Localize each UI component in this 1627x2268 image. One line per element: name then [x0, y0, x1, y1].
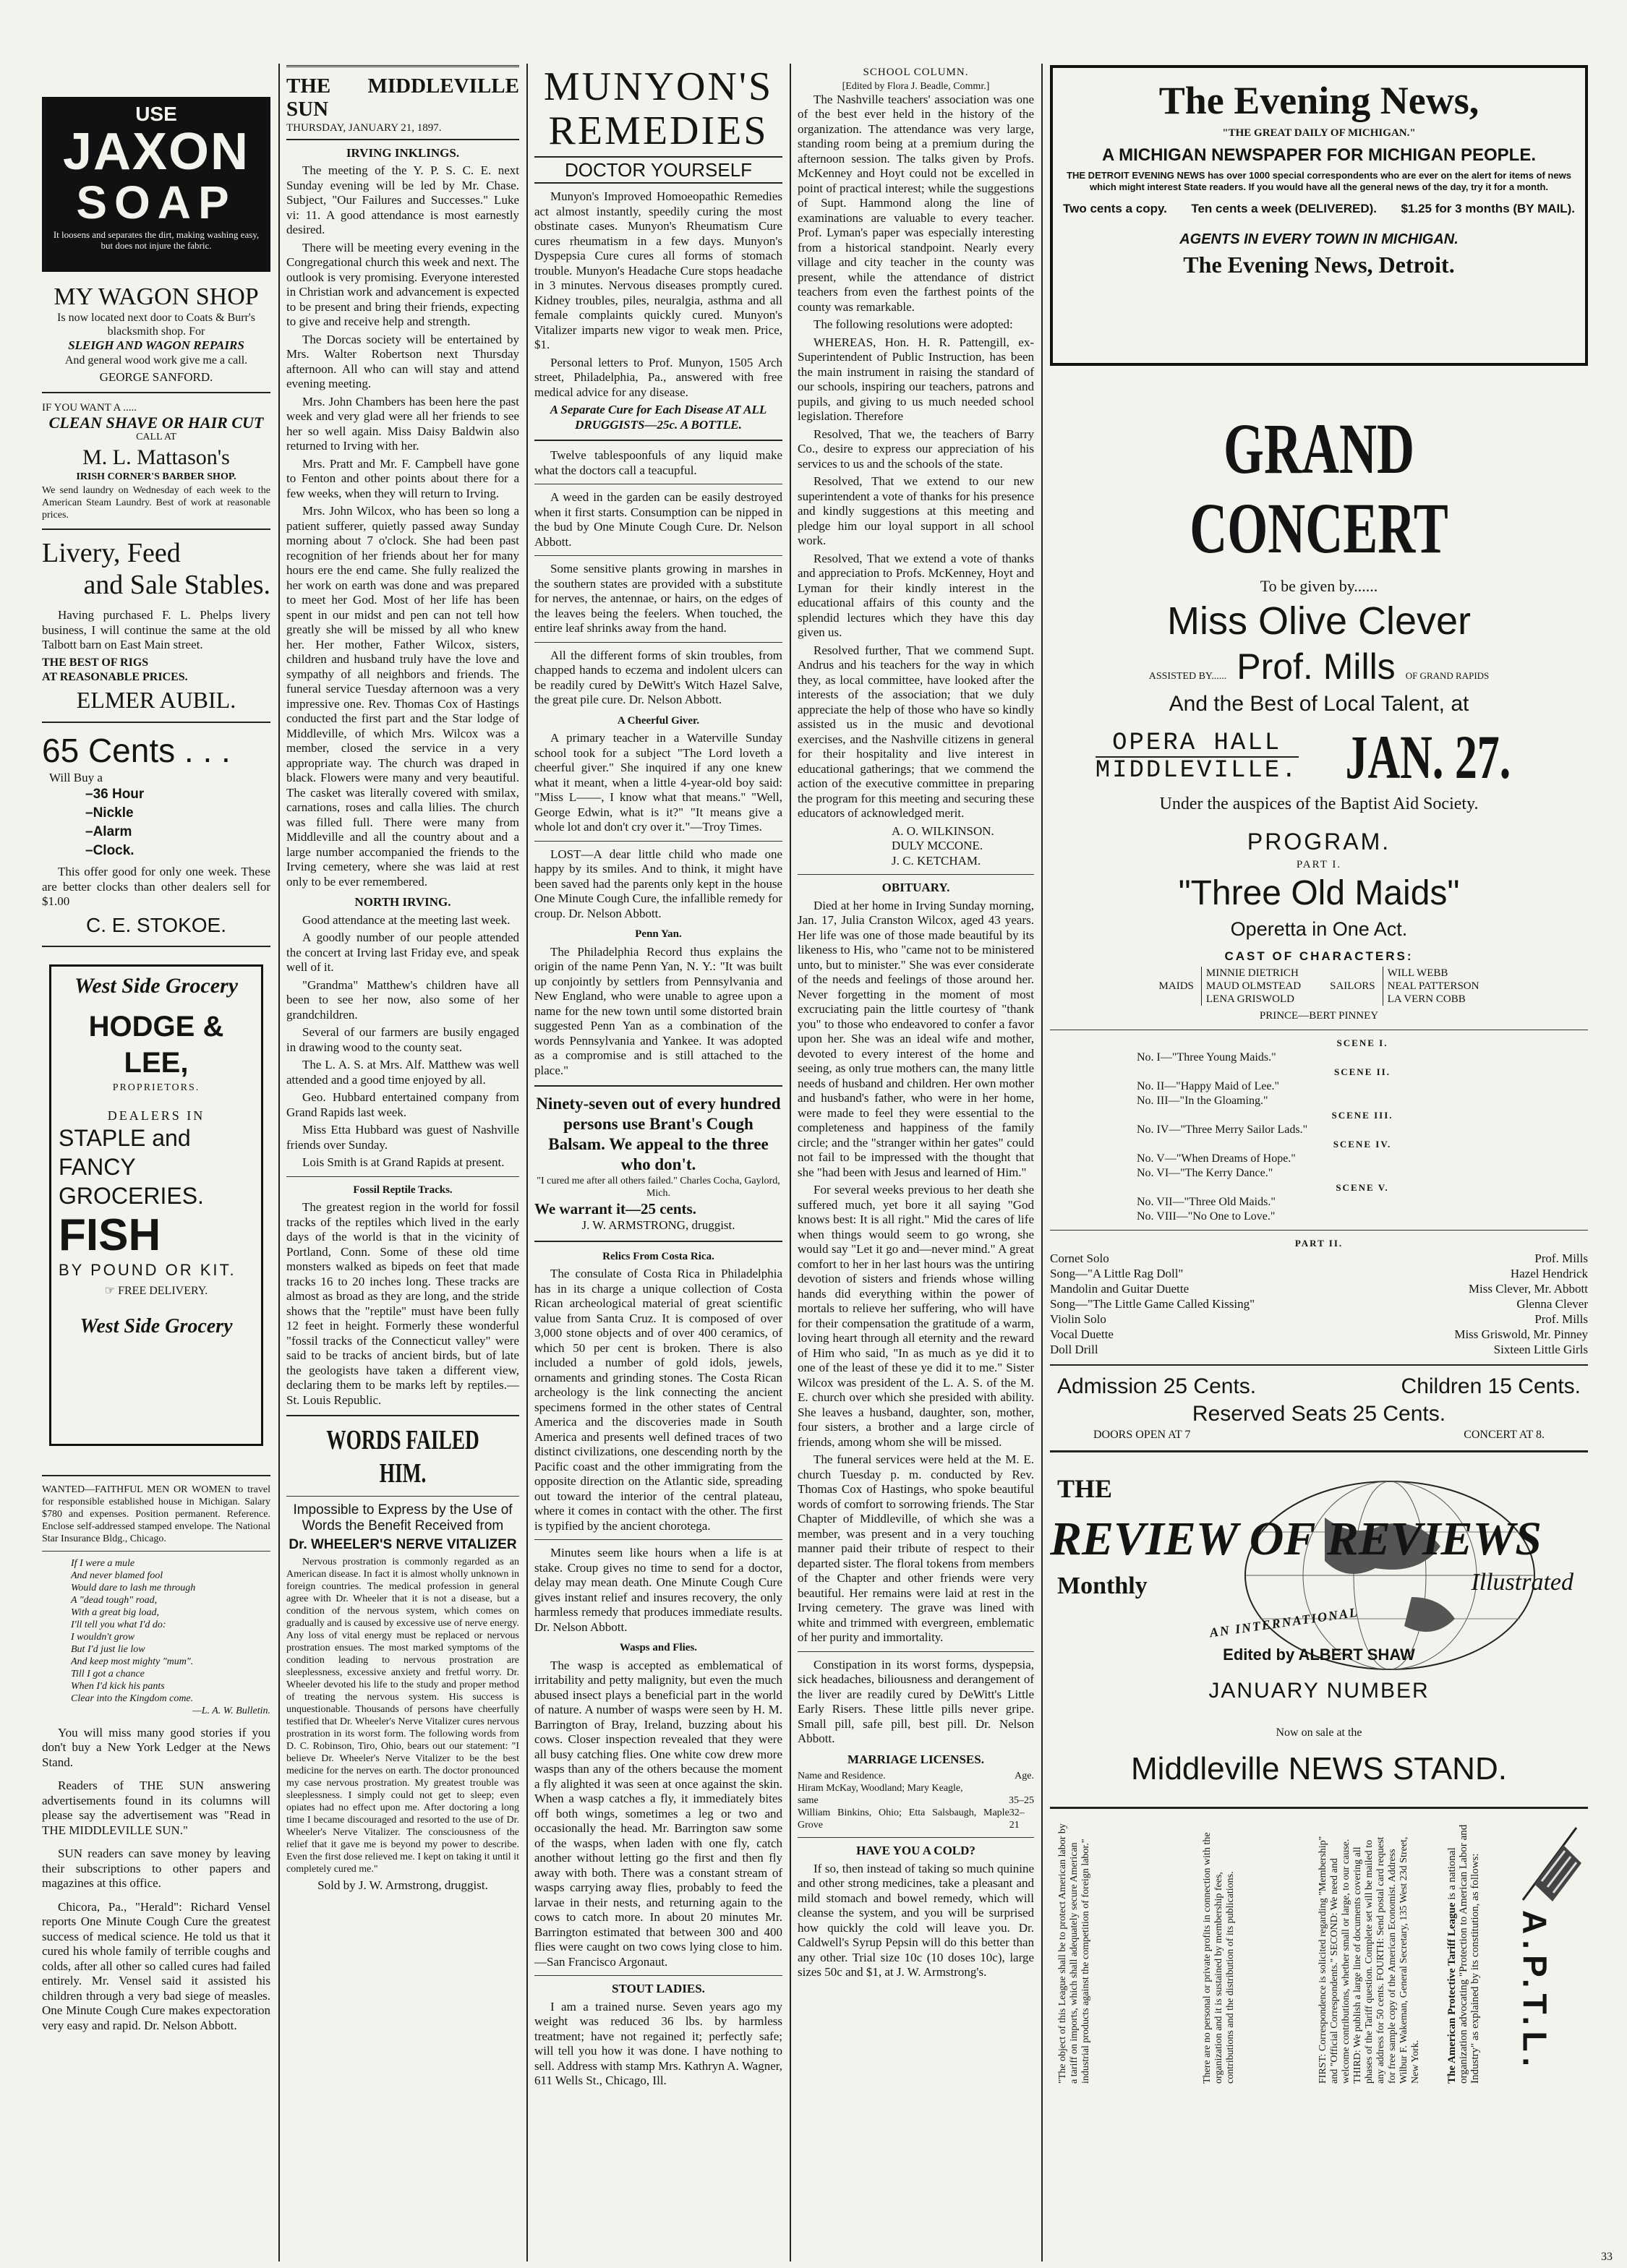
brant-ad: Ninety-seven out of every hundred persons use Brant's Cough Balsam. We appeal to the three who don't.	[536, 1095, 781, 1173]
news-agents: AGENTS IN EVERY TOWN IN MICHIGAN.	[1179, 231, 1459, 247]
grocery-prop: PROPRIETORS.	[112, 1082, 200, 1093]
aptl-logo: A.P.T.L.	[1516, 1909, 1554, 2072]
cast-name: MAUD OLMSTEAD	[1205, 980, 1302, 992]
relics-article: The consulate of Costa Rica in Philadelphia has in its charge a unique collection of Costa Rican archeological material of great scientific value from Santa Cruz. It is composed of over 3,000 stone objects and of over 400 ceramics, of which 50 per cent is broken. There is also included a number of gold idols, jewels, ornaments and grinding stones. The Costa Rican archeology is the link connecting the ancient specimens formed in the other states of Central America and the discoveries made in South America and presents well defined traces of two distinct civilizations, one descending north by the Pacific coast and the other immigrating from the opposite direction on the Atlantic side, spreading out toward the interior of the central plateau, where it comes in contact with the other. The first is typified by the ancient chorotega.	[534, 1267, 782, 1533]
tariff-instructions-text: FIRST: Correspondence is solicited regarding "Membership" and "Official Correspondents." SECOND: We need and welcome contributions, whether small or large, to our cause. THIRD: We publish a large line of documents covering all phases of the Tariff question. Complete set will be mailed to any address for 50 cents. FOURTH: Send postal card request for free sample copy of the American Economist. Address Wilbur F. Wakeman, General Secretary, 135 West 23d Street, New York.	[1318, 1836, 1421, 2084]
marriage-col-header: Name and Residence.	[798, 1771, 886, 1781]
wagon-repairs: SLEIGH AND WAGON REPAIRS	[68, 338, 244, 352]
scene-item: No. V—"When Dreams of Hope."	[1137, 1152, 1296, 1165]
concert-time: CONCERT AT 8.	[1464, 1429, 1545, 1441]
news-footer: The Evening News, Detroit.	[1183, 251, 1455, 278]
poem-line: With a great big load,	[71, 1606, 159, 1618]
poem-line: When I'd kick his pants	[71, 1680, 165, 1692]
concert-venue-row	[1050, 722, 1588, 792]
wagon-signature: GEORGE SANFORD.	[99, 369, 213, 384]
munyon-remedies: REMEDIES	[548, 108, 769, 153]
program-item	[1050, 1251, 1588, 1266]
column-rule	[1041, 64, 1043, 2261]
words-failed-text: WORDS FAILED HIM.	[326, 1425, 479, 1489]
impossible-subhead: Impossible to Express by the Use of Words the Benefit Received from	[293, 1502, 513, 1533]
column-5	[1050, 65, 1588, 2256]
news-paragraph: Geo. Hubbard entertained company from Grand Rapids last week.	[286, 1090, 519, 1119]
scene-label: SCENE III.	[1331, 1109, 1393, 1121]
north-irving-heading: NORTH IRVING.	[354, 895, 451, 909]
filler-paragraph: A weed in the garden can be easily destroyed when it first starts. Consumption can be nipped in the bud by One Minute Cough Cure. Dr. Nelson Abbott.	[534, 490, 782, 549]
children-price: Children 15 Cents.	[1401, 1374, 1581, 1398]
jaxon-word: JAXON	[62, 123, 250, 181]
barber-name: M. L. Mattason's	[82, 445, 230, 469]
wheeler-body: Nervous prostration is commonly regarded as an American disease. In fact it is almost wholly unknown in foreign countries. The medical profession in general agree with Dr. Wheeler that it is not a disease, but a condition of the nervous system, which comes on gradually and is caused by excessive use of nerve energy. Any loss of vital energy must be replaced or nervous prostration ensues. The most marked symptoms of the condition leading to nervous prostration are sleeplessness, excessive anxiety and fretful worry. Dr. Wheeler devoted his life to the study and proper method of treating the nervous system. His success is unquestionable. Thousands of persons have cheerfully testified that Dr. Wheeler's Nerve Vitalizer cures nervous prostration in its worst form. The following words from D. C. Robinson, Tiro, Ohio, bears out our statement: "I believe Dr. Wheeler's Nerve Vitalizer to be the best medicine for the nerves on earth. The doctor pronounced my case nervous prostration. My greatest trouble was sleeplessness. I simply could not get to sleep; even opiates had no effect upon me. After doctoring a long time I became discouraged and resorted to the use of Dr. Wheeler's Nerve Vitalizer. The consciousness of the relief that it gave me is beyond my power to describe. Even the first dose relieved me. I kept on taking it until it completely cured me."	[286, 1557, 519, 1875]
wagon-body2: And general wood work give me a call.	[64, 354, 248, 367]
column-rule	[526, 64, 528, 2261]
news-paragraph: Miss Etta Hubbard was guest of Nashville friends over Sunday.	[286, 1123, 519, 1152]
livery-rigs2: AT REASONABLE PRICES.	[42, 671, 188, 683]
grand-concert-text: GRAND CONCERT	[1190, 408, 1448, 568]
words-failed-headline	[286, 1424, 519, 1490]
program-item	[1050, 1281, 1588, 1296]
grocery-groceries: GROCERIES.	[59, 1182, 204, 1209]
marriage-heading: MARRIAGE LICENSES.	[847, 1752, 984, 1766]
giver-heading: A Cheerful Giver.	[617, 714, 700, 727]
review-the: THE	[1057, 1473, 1113, 1503]
filler-paragraph: Some sensitive plants growing in marshes in the southern states are provided with a substitute for nerves, the antennae, or hairs, on the edges of the leaves being the feelers. When touched, the entire leaf shrinks away from the hand.	[534, 562, 782, 635]
sun-note: SUN readers can save money by leaving their subscriptions to other papers and magazines at this office.	[42, 1847, 270, 1890]
cast-heading: CAST OF CHARACTERS:	[1224, 949, 1414, 963]
news-paragraph: Mrs. John Wilcox, who has been so long a patient sufferer, quietly passed away Sunday morning about 7 o'clock. She had been past recognition of her friends about her for many hours ere the end came. She fully realized the her work on earth was done and was prepared to meet her God. Most of her life has been spent in our midst and pen can not tell how greatly she will be missed by all who knew her. Her mother, Father Wilcox, sisters, children and husband truly have the love and sympathy of all neighbors and friends. The funeral service Tuesday afternoon was a very impressive one. Rev. Thomas Cox of Hastings conducted the first part and the Star lodge of Middleville, of which Mrs. Wilcox was a member, closed the service in a very appropriate way. The church was draped in black. Flowers were many and very beautiful. The casket was literally covered with smilax, carnations, roses and calla lilies. The church was filled full. There were many from Middleville and all the country about and a large number accompanied the friends to the Irving cemetery, where she was laid at rest only to be ever remembered.	[286, 504, 519, 889]
soap-word: SOAP	[76, 176, 236, 228]
poem-line: I'll tell you what I'd do:	[71, 1619, 166, 1630]
wheeler-name: Dr. WHEELER'S NERVE VITALIZER	[289, 1537, 517, 1552]
poem-line: And keep most mighty "mum".	[71, 1656, 194, 1667]
marriage-row	[798, 1782, 1034, 1794]
program-act: Cornet Solo	[1050, 1251, 1109, 1265]
grocery-pound: BY POUND OR KIT.	[59, 1260, 236, 1279]
chicora-note: Chicora, Pa., "Herald": Richard Vensel reports One Minute Cough Cure the greatest success of medical science. He told us that it cured his whole family of terrible coughs and colds, after all other so called cures had failed entirely. Mr. Vensel said it assisted his children through a very bad siege of measles. One Minute Cough Cure makes expectoration very easy and rapid. Dr. Nelson Abbott.	[42, 1899, 270, 2032]
marriage-ages: 35–25	[1009, 1795, 1034, 1806]
scene-item: No. VIII—"No One to Love."	[1137, 1210, 1276, 1223]
grocery-top: West Side Grocery	[74, 973, 239, 998]
news-paragraph: Resolved, That we extend a vote of thanks and appreciation to Profs. McKenney, Hoyt and Lyman for their kindly interest in the educational affairs of this county and the splendid lectures which they have this day given us.	[798, 551, 1034, 639]
wasps-heading: Wasps and Flies.	[619, 1642, 698, 1653]
operetta-subtitle: Operetta in One Act.	[1230, 917, 1408, 940]
doors-open: DOORS OPEN AT 7	[1093, 1429, 1191, 1441]
news-title: The Evening News,	[1158, 79, 1479, 122]
issue-date: THURSDAY, JANUARY 21, 1897.	[286, 121, 519, 140]
news-paragraph: The L. A. S. at Mrs. Alf. Matthew was well attended and a good time enjoyed by all.	[286, 1058, 519, 1087]
livery-rigs1: THE BEST OF RIGS	[42, 656, 149, 669]
cast-maids-label: MAIDS	[1158, 980, 1194, 992]
cast-prince: PRINCE—BERT PINNEY	[1259, 1010, 1379, 1022]
column-rule	[278, 64, 280, 2261]
poem-line: But I'd just lie low	[71, 1643, 145, 1655]
program-act: Violin Solo	[1050, 1312, 1106, 1326]
munyon-title: MUNYON'S	[543, 65, 774, 109]
grocery-delivery: ☞ FREE DELIVERY.	[104, 1284, 208, 1297]
program-performer: Prof. Mills	[1534, 1312, 1588, 1326]
concert-performer: Miss Olive Clever	[1166, 599, 1472, 643]
stout-ad: I am a trained nurse. Seven years ago my weight was reduced 36 lbs. by harmless treatment; have not regained it; perfectly safe; will tell you how it was done. I have nothing to sell. Address with stamp Mrs. Kathryn A. Wagner, 611 Wells St., Chicago, Ill.	[534, 1999, 782, 2087]
poem-line: Would dare to lash me through	[71, 1582, 196, 1593]
brant-druggist: J. W. ARMSTRONG, druggist.	[581, 1218, 735, 1232]
brant-warrant: We warrant it—25 cents.	[534, 1200, 696, 1218]
scene-label: SCENE IV.	[1333, 1138, 1392, 1150]
wanted-ad: WANTED—FAITHFUL MEN OR WOMEN to travel for responsible established house in Michigan. Salary $780 and expenses. Position permanent. Reference. Enclose self-addressed stamped envelope. The National Star Insurance Bldg., Chicago.	[42, 1484, 270, 1544]
poem-attribution: —L. A. W. Bulletin.	[192, 1705, 270, 1716]
wheeler-sold: Sold by J. W. Armstrong, druggist.	[317, 1878, 488, 1892]
fossil-heading: Fossil Reptile Tracks.	[353, 1184, 453, 1196]
program-performer: Glenna Clever	[1516, 1297, 1588, 1311]
news-price: Two cents a copy.	[1063, 201, 1167, 215]
wagon-shop-ad	[42, 283, 270, 385]
jaxon-use: USE	[135, 103, 177, 125]
poem-line: Till I got a chance	[71, 1668, 145, 1679]
barber-call: CALL AT	[136, 432, 176, 442]
scene-item: No. VI—"The Kerry Dance."	[1137, 1166, 1273, 1179]
obituary-paragraph: The funeral services were held at the M. E. church Tuesday p. m. conducted by Rev. Thomas Cox of Hastings, who spoke beautiful words of comfort to sorrowing friends. The Star Chapter of Middleville, of which she was a member, was present and in a very touching manner paid their tribute of respect to their departed sister. The floral tokens from members of the Chapter and other friends were very beautiful. Her remains were laid at rest in the Irving cemetery. The grave was lined with white and trimmed with evergreen, emblematic of her purity and immortality.	[798, 1452, 1034, 1644]
cast-sailors-label: SAILORS	[1330, 980, 1375, 992]
cast-name: NEAL PATTERSON	[1387, 980, 1479, 992]
grocery-fish: FISH	[59, 1210, 161, 1260]
news-paragraph: WHEREAS, Hon. H. R. Pattengill, ex-Superintendent of Public Instruction, has been the main instrument in raising the standard of our schools, inspiring our teachers, patrons and pupils, and giving to us much needed school legislation. Therefore	[798, 335, 1034, 423]
tariff-profits	[1202, 1823, 1310, 2084]
grand-concert-headline	[1050, 409, 1588, 568]
concert-assisted	[1050, 645, 1588, 688]
scene-item: No. IV—"Three Merry Sailor Lads."	[1137, 1123, 1308, 1136]
grocery-delivery-text: FREE DELIVERY.	[118, 1284, 208, 1297]
marriage-row	[798, 1794, 1034, 1807]
program-item	[1050, 1327, 1588, 1342]
admission-row	[1050, 1373, 1588, 1400]
grocery-fancy: FANCY	[59, 1153, 136, 1180]
relics-heading: Relics From Costa Rica.	[602, 1250, 714, 1262]
column-rule	[790, 64, 791, 2261]
concert-auspices: Under the auspices of the Baptist Aid Society.	[1159, 795, 1479, 813]
venue-hall: OPERA HALL	[1096, 730, 1299, 758]
jaxon-caption: It loosens and separates the dirt, making washing easy, but does not injure the fabric.	[53, 229, 260, 251]
program-act: Vocal Duette	[1050, 1327, 1114, 1341]
cast-name: WILL WEBB	[1387, 967, 1448, 979]
news-body: THE DETROIT EVENING NEWS has over 1000 special correspondents who are ever on the alert for items of news which might interest State readers. If you would have all the general news of the day, try it for a month.	[1067, 169, 1571, 192]
concert-venue	[1096, 730, 1299, 784]
grocery-bottom: West Side Grocery	[80, 1315, 233, 1338]
ledger-note: You will miss many good stories if you don't buy a New York Ledger at the News Stand.	[42, 1725, 270, 1769]
livery-line1: Livery, Feed	[42, 538, 181, 568]
news-prices	[1063, 202, 1575, 217]
evening-news-ad	[1050, 65, 1588, 366]
review-january: JANUARY NUMBER	[1208, 1678, 1430, 1703]
cold-heading: HAVE YOU A COLD?	[856, 1844, 975, 1857]
filler-paragraph: Constipation in its worst forms, dyspepsia, sick headaches, biliousness and derangement of the liver are readily cured by DeWitt's Little Early Risers. These little pills never gripe. Small pill, safe pill, best pill. Dr. Nelson Abbott.	[798, 1657, 1034, 1745]
column-2	[286, 65, 519, 2256]
tariff-title: The American Protective Tariff League	[1446, 1901, 1458, 2084]
doors-row	[1050, 1428, 1588, 1443]
scene-item: No. VII—"Three Old Maids."	[1137, 1195, 1276, 1208]
column-1	[42, 65, 270, 2256]
poem-line: A "dead tough" road,	[71, 1594, 158, 1606]
livery-line2: and Sale Stables.	[83, 570, 270, 600]
concert-date-text: JAN. 27.	[1345, 722, 1511, 792]
news-paragraph: There will be meeting every evening in the Congregational church this week and next. The outlook is very promising. Everyone interested in Christian work and advancement is expected to be present and bring their friends, expecting to give and receive help and strength.	[286, 240, 519, 328]
cast-list	[1050, 967, 1588, 1006]
scene-item: No. III—"In the Gloaming."	[1137, 1094, 1268, 1107]
program-item	[1050, 1311, 1588, 1327]
tariff-profits-text: There are no personal or private profits in connection with the organization and it is sustained by membership fees, contributions and the distribution of its publications.	[1202, 1831, 1236, 2084]
marriage-ages: 32–21	[1009, 1807, 1025, 1831]
brant-quote: "I cured me after all others failed." Charles Cocha, Gaylord, Mich.	[537, 1176, 780, 1199]
news-paragraph: Resolved, That we extend to our new superintendent a vote of thanks for his presence and kindly suggestions at this meeting and pledge him our loyal support in all school work.	[798, 474, 1034, 547]
news-paragraph: Good attendance at the meeting last week.	[302, 912, 511, 927]
page-number: 33	[1601, 2251, 1613, 2263]
news-subtitle: "THE GREAT DAILY OF MICHIGAN."	[1222, 127, 1416, 139]
filler-paragraph: Minutes seem like hours when a life is at stake. Croup gives no time to send for a doctor, delay may mean death. One Minute Cough Cure gives instant relief and insures recovery, the only harmless remedy that produces immediate results. Dr. Nelson Abbott.	[534, 1546, 782, 1634]
marriage-col-header: Age.	[1015, 1771, 1034, 1781]
program-act: Doll Drill	[1050, 1343, 1098, 1356]
jaxon-soap-ad	[42, 97, 270, 272]
wagon-title: MY WAGON SHOP	[54, 283, 259, 310]
cast-name: MINNIE DIETRICH	[1205, 967, 1299, 979]
news-paragraph: The Nashville teachers' association was one of the best ever held in the history of the organization. The attendance was very large, standing room being at a premium during the afternoon session. The talks given by Profs. McKenney and Hoyt could not be excelled in point of practical interest; while the suggestions of Supt. Hammond along the line of examinations are valuable to every teacher. Prof. Lyman's paper was especially interesting from a historical standpoint. Nearly every village and city teacher in the county was present, while the attendance of district teachers from even the farthest points of the county was remarkable.	[798, 92, 1034, 314]
filler-paragraph: LOST—A dear little child who made one happy by its smiles. And to think, it might have been saved had the parents only kept in the house One Minute Cough Cure, the infallible remedy for croup. Dr. Nelson Abbott.	[534, 847, 782, 920]
review-onsale: Now on sale at the	[1276, 1726, 1362, 1739]
fossil-article: The greatest region in the world for fossil tracks of the reptiles which lived in the early days of the world is that in the vicinity of Portland, Conn. Some of these old time monsters walked as bipeds on feet that made tracks 16 to 20 inches long. These tracks are almost as broad as they are long, and the stride shows that the "reptile" must have been fully 12 feet in height. Formerly these wonderful "fossil tracks of the Connecticut valley" were said to be tracks of ancient birds, but of late the geologists have taken a different view, declaring them to be marks left by reptiles.—St. Louis Republic.	[286, 1200, 519, 1407]
column-3	[534, 65, 782, 2256]
scene-label: SCENE II.	[1334, 1066, 1391, 1077]
news-paragraph: The meeting of the Y. P. S. C. E. next Sunday evening will be led by Mr. Chase. Subject, "Our Failures and Successes." Luke vi: 11. A good attendance is most earnestly desired.	[286, 163, 519, 236]
cast-name: LENA GRISWOLD	[1205, 993, 1294, 1005]
program-performer: Sixteen Little Girls	[1493, 1343, 1588, 1356]
filler-paragraph: Twelve tablespoonfuls of any liquid make what the doctors call a teacupful.	[534, 448, 782, 477]
wagon-body: Is now located next door to Coats & Burr's blacksmith shop. For	[57, 312, 255, 338]
program-part2: PART II.	[1294, 1237, 1344, 1249]
program-part1: PART I.	[1296, 859, 1342, 870]
tariff-object: "The object of this League shall be to protect American labor by a tariff on imports, which shall adequately secure American industrial products against the competition of foreign labor."	[1057, 1823, 1091, 2084]
grocery-firm: HODGE & LEE,	[88, 1010, 224, 1079]
filler-paragraph: All the different forms of skin troubles, from chapped hands to eczema and indolent ulcers can be readily cured by DeWitt's Witch Hazel Salve, the great pile cure. Dr. Nelson Abbott.	[534, 648, 782, 706]
news-paragraph: "Grandma" Matthew's children have all been to see her now, also some of her grandchildren.	[286, 977, 519, 1022]
operetta-title: "Three Old Maids"	[1178, 873, 1460, 912]
tariff-league-ad	[1050, 1816, 1588, 2091]
clock-body: This offer good for only one week. These are better clocks than other dealers sell for $1.00	[42, 865, 270, 908]
barber-body: We send laundry on Wednesday of each week to the American Steam Laundry. Best of work at reasonable prices.	[42, 485, 270, 521]
scene-item: No. I—"Three Young Maids."	[1137, 1050, 1276, 1064]
barber-intro: IF YOU WANT A .....	[42, 402, 137, 414]
signer: A. O. WILKINSON.	[892, 823, 994, 838]
school-editor: [Edited by Flora J. Beadle, Commr.]	[842, 80, 990, 92]
news-price: $1.25 for 3 months (BY MAIL).	[1401, 201, 1575, 215]
concert-local-talent: And the Best of Local Talent, at	[1169, 692, 1469, 716]
stout-heading: STOUT LADIES.	[612, 1982, 705, 1995]
program-item	[1050, 1266, 1588, 1281]
program-item	[1050, 1296, 1588, 1311]
assistant-city: OF GRAND RAPIDS	[1405, 670, 1490, 681]
news-paragraph: The following resolutions were adopted:	[814, 317, 1013, 331]
program-performer: Miss Griswold, Mr. Pinney	[1454, 1327, 1588, 1341]
marriage-header-row	[798, 1770, 1034, 1782]
barber-ad	[42, 401, 270, 521]
giver-article: A primary teacher in a Waterville Sunday school took for a subject "The Lord loveth a cheerful giver." She inquired if any one knew what it meant, when a little 4-year-old boy said: "Miss L——, I know what that means." "Well, George Edwin, what is it?" "It means give a whole lot and don't cry over it."—Troy Times.	[534, 731, 782, 834]
scene-item: No. II—"Happy Maid of Lee."	[1137, 1079, 1280, 1092]
school-heading: SCHOOL COLUMN.	[863, 67, 969, 78]
marriage-names: William Binkins, Ohio; Etta Salsbaugh, Maple Grove	[798, 1807, 1009, 1831]
clock-ad	[42, 730, 270, 938]
clock-signature: C. E. STOKOE.	[86, 913, 226, 936]
marriage-names: same	[798, 1795, 819, 1806]
obituary-paragraph: For several weeks previous to her death she suffered much, yet bore it all saying "God knows best: It is all right." Mid the cares of life when things would seem to go wrong, she would say "Let it go and—never mind." A great comfort to her in her last hours was the untiring devotion of sisters and friends whose willing hands did everything within the power of mortals to relieve her suffering, who will have for their compensation the gratitude of a warm, loving heart through all eternity and the reward of Him who said, "In as much as ye did it to one of the least of these ye did it to me." Sister Wilcox was president of the L. A. S. of the M. E. church over which she presided with ability. She leaves a husband, daughter, son, mother, four sisters, a brother and a large circle of friends, among whom she will be missed.	[798, 1183, 1034, 1449]
barber-shop: IRISH CORNER'S BARBER SHOP.	[76, 471, 236, 482]
tariff-body: is a national organization advocating "Protection to American Labor and Industry" as explained by its constitution, as follows:	[1446, 1824, 1481, 2084]
wasps-article: The wasp is accepted as emblematical of irritability and petty malignity, but even the much abused insect plays a beneficial part in the world of nature. A number of wasps were seen by H. M. Barrington of Bray, Ireland, buzzing about his cows. Closer inspection revealed that they were all busy catching flies. One white cow drew more wasps than any of the others because the moment a fly alighted it was seen at once against the skin. When a wasp catches a fly, it immediately bites off both wings, sometimes a leg or two and occasionally the head. Mr. Barrington saw some of the wasps, when laden with one fly, catch another without letting go the first and then fly away with both. There was a constant stream of wasps carrying away flies, probably to feed the larvae in their nests, and returning again to the cows to catch more. In about 20 minutes Mr. Barrington estimated that between 300 and 400 flies were caught on two cows lying close to him.—San Francisco Argonaut.	[534, 1658, 782, 1969]
signer: J. C. KETCHAM.	[892, 853, 981, 868]
flag-icon	[1513, 1823, 1585, 1903]
news-paragraph: A goodly number of our people attended the concert at Irving last Friday eve, and speak well of it.	[286, 930, 519, 974]
poem-line: Clear into the Kingdom come.	[71, 1693, 194, 1704]
livery-ad	[42, 537, 270, 714]
venue-town: MIDDLEVILLE.	[1095, 757, 1299, 784]
reserved-price: Reserved Seats 25 Cents.	[1192, 1402, 1446, 1426]
concert-date	[1313, 722, 1543, 792]
news-paragraph: The Dorcas society will be entertained by Mrs. Walter Robertson next Thursday afternoon. All who can will stay and attend evening meeting.	[286, 332, 519, 390]
news-price: Ten cents a week (DELIVERED).	[1191, 201, 1377, 215]
readers-note: Readers of THE SUN answering advertisements found in its columns will please say the advertisement was "Read in THE MIDDLEVILLE SUN."	[42, 1779, 270, 1837]
program-heading: PROGRAM.	[1247, 829, 1391, 855]
obituary-heading: OBITUARY.	[881, 881, 950, 894]
concert-given-by: To be given by......	[1260, 577, 1378, 595]
clock-buy: Will Buy a	[49, 770, 103, 784]
clock-item: –Alarm	[85, 824, 132, 839]
scene-list	[1050, 1036, 1588, 1224]
review-editor: Edited by ALBERT SHAW	[1223, 1645, 1415, 1664]
clock-items	[85, 785, 270, 860]
assistant-name: Prof. Mills	[1237, 646, 1396, 687]
irving-heading: IRVING INKLINGS.	[346, 145, 460, 160]
program-act: Song—"The Little Game Called Kissing"	[1050, 1297, 1255, 1311]
news-paragraph: Mrs. Pratt and Mr. F. Campbell have gone to Fenton and other points about there for a few weeks, when they will return to Irving.	[286, 456, 519, 500]
program-performer: Hazel Hendrick	[1510, 1267, 1588, 1280]
part2-list	[1050, 1251, 1588, 1357]
munyon-body: Munyon's Improved Homoeopathic Remedies act almost instantly, speedily curing the most obstinate cases. Munyon's Rheumatism Cure cures rheumatism in a few days. Munyon's Dyspepsia Cure cures all forms of stomach trouble. Munyon's Headache Cure stops headache in 3 minutes. Nervous diseases promptly cured. Kidney troubles, piles, neuralgia, asthma and all female complaints quickly cured. Munyon's Vitalizer imparts new vigor to weak men. Price, $1.	[534, 189, 782, 351]
cast-maids	[1201, 967, 1301, 1006]
munyon-doctor: DOCTOR YOURSELF	[534, 156, 782, 184]
program-act: Song—"A Little Rag Doll"	[1050, 1267, 1184, 1280]
obituary-paragraph: Died at her home in Irving Sunday morning, Jan. 17, Julia Cranston Wilcox, aged 43 years. Her life was one of those made beautiful by its likeness to His, who "came not to be ministered unto, but to minister." She was ever considerate of the needs and feelings of those around her. Never forgetting in the moment of most excruciating pain the little courtesy of "thank you" to those who endeavored to confer a favor upon her. She was an ideal wife and mother, devoted to every interest of the home and seeing, as only true mothers can, the many little needs of husband and children. Her own mother and husband's father, who were in her home, were made to feel they were essential to the completeness and happiness of the family circle; and the "stranger within her gates" could not fail to be impressed with the thought that she "had been with Jesus and learned of Him."	[798, 898, 1034, 1179]
clock-item: –Nickle	[85, 805, 134, 821]
review-intl: AN INTERNATIONAL	[1208, 1604, 1359, 1640]
grocery-ad	[49, 964, 263, 1446]
news-paragraph: Several of our farmers are busily engaged in drawing wood to the county seat.	[286, 1025, 519, 1054]
penn-heading: Penn Yan.	[635, 928, 682, 940]
poem-line: If I were a mule	[71, 1557, 135, 1569]
scene-label: SCENE V.	[1336, 1181, 1389, 1193]
clock-item: –36 Hour	[85, 787, 145, 802]
program-act: Mandolin and Guitar Duette	[1050, 1282, 1190, 1296]
news-tagline: A MICHIGAN NEWSPAPER FOR MICHIGAN PEOPLE.	[1101, 145, 1537, 165]
marriage-names: Hiram McKay, Woodland; Mary Keagle,	[798, 1783, 963, 1794]
admission-price: Admission 25 Cents.	[1057, 1374, 1257, 1398]
poem-line: And never blamed fool	[71, 1570, 163, 1581]
livery-body: Having purchased F. L. Phelps livery business, I will continue the same at the old Talbott barn on East Main street.	[42, 608, 270, 651]
news-paragraph: Mrs. John Chambers has been here the past week and very glad were all her friends to see her so well again. Miss Daisy Baldwin also returned to Irving with her.	[286, 394, 519, 453]
munyon-tag: A Separate Cure for Each Disease AT ALL DRUGGISTS—25c. A BOTTLE.	[550, 403, 767, 432]
assisted-by: ASSISTED BY......	[1148, 671, 1227, 682]
clock-price: 65 Cents . . .	[42, 731, 231, 769]
tariff-heading-block	[1446, 1823, 1504, 2084]
clock-item: –Clock.	[85, 843, 134, 858]
tariff-constitution	[1057, 1823, 1195, 2084]
barber-headline: CLEAN SHAVE OR HAIR CUT	[48, 413, 264, 432]
scene-label: SCENE I.	[1336, 1037, 1388, 1048]
signer: DULY MCCONE.	[892, 839, 983, 852]
news-paragraph: Resolved further, That we commend Supt. Andrus and his teachers for the way in which they, as local committee, have looked after the interests of the association; that we duly appreciate the help of those who have so kindly assisted us in the music and devotional exercises, and the Nashville citizens in general for their hospitality and live interest in educational gatherings; that we commend the action of the executive committee in preparing the program for this meeting and securing these educators of acknowledged merit.	[798, 643, 1034, 820]
poem-line: I wouldn't grow	[71, 1631, 135, 1643]
resolution-signers	[892, 824, 1034, 869]
news-paragraph: Lois Smith is at Grand Rapids at present.	[302, 1155, 505, 1169]
review-illustrated: Illustrated	[1471, 1568, 1573, 1596]
grocery-dealers: DEALERS IN	[107, 1108, 205, 1123]
column-4	[798, 65, 1034, 2256]
review-of-reviews-ad	[1050, 1467, 1588, 1800]
program-performer: Miss Clever, Mr. Abbott	[1468, 1282, 1588, 1296]
review-monthly: Monthly	[1057, 1572, 1148, 1599]
penn-article: The Philadelphia Record thus explains the origin of the name Penn Yan, N. Y.: "It was built up conjointly by settlers from Pennsylvania and New England, who were unable to agree upon a name for the new town until some distorted brain suggested Penn Yan as a combination of the words Pennsylvania and Yankee. It was adopted as a compromise and is still attached to the place."	[534, 944, 782, 1077]
grocery-staple: STAPLE and	[59, 1124, 191, 1151]
news-paragraph: Resolved, That we, the teachers of Barry Co., desire to express our appreciation of his services to us and the schools of the state.	[798, 427, 1034, 471]
cast-sailors	[1383, 967, 1479, 1006]
program-performer: Prof. Mills	[1534, 1251, 1588, 1265]
livery-signature: ELMER AUBIL.	[76, 686, 236, 713]
tariff-instructions	[1318, 1823, 1440, 2084]
munyon-body2: Personal letters to Prof. Munyon, 1505 Arch street, Philadelphia, Pa., answered with free medical advice for any disease.	[534, 355, 782, 399]
marriage-row	[798, 1807, 1034, 1831]
cold-ad: If so, then instead of taking so much quinine and other strong medicines, take a pleasant and mild stomach and bowel remedy, which will cleanse the system, and you will be surprised how quickly the cold will leave you. Dr. Caldwell's Syrup Pepsin will do this better than any other. Trial size 10c (10 doses 10c), large sizes 50c and $1, at J. W. Armstrong's.	[798, 1861, 1034, 1979]
program-item	[1050, 1342, 1588, 1357]
review-title: REVIEW OF REVIEWS	[1050, 1512, 1542, 1565]
masthead: THE MIDDLEVILLE SUN	[286, 65, 519, 121]
review-stand: Middleville NEWS STAND.	[1131, 1750, 1507, 1786]
cast-name: LA VERN COBB	[1387, 993, 1466, 1005]
mule-poem	[71, 1557, 270, 1717]
